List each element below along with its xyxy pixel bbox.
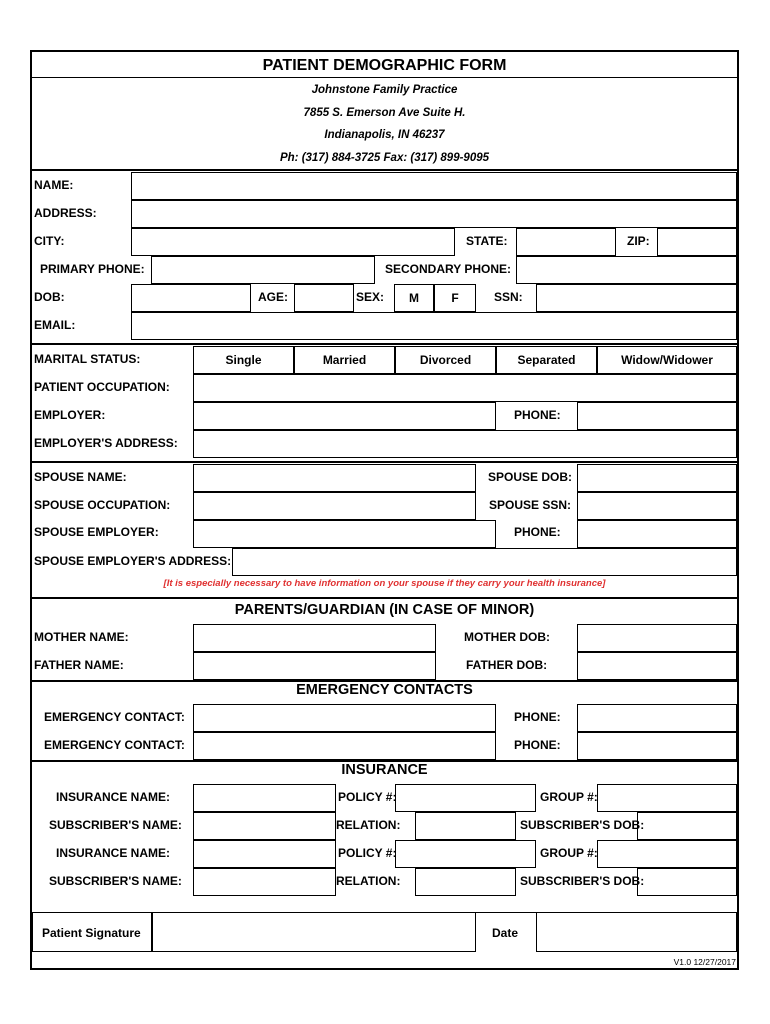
policy-1-input[interactable]	[395, 784, 536, 812]
spouse-ssn-input[interactable]	[577, 492, 737, 520]
divider	[32, 343, 737, 345]
spouse-name-label: SPOUSE NAME:	[34, 470, 127, 484]
spouse-dob-input[interactable]	[577, 464, 737, 492]
city-input[interactable]	[131, 228, 455, 256]
emergency-phone-2-label: PHONE:	[514, 738, 561, 752]
form-title: PATIENT DEMOGRAPHIC FORM	[262, 57, 507, 74]
marital-option-single[interactable]: Single	[193, 346, 294, 374]
group-1-input[interactable]	[597, 784, 737, 812]
city-label: CITY:	[34, 234, 65, 248]
secondary-phone-label: SECONDARY PHONE:	[385, 262, 512, 276]
divider	[32, 169, 737, 171]
divider	[32, 77, 737, 78]
policy-2-input[interactable]	[395, 840, 536, 868]
dob-label: DOB:	[34, 290, 65, 304]
subscriber-dob-1-label: SUBSCRIBER'S DOB:	[520, 818, 645, 832]
spouse-phone-input[interactable]	[577, 520, 737, 548]
address-input[interactable]	[131, 200, 737, 228]
date-input[interactable]	[536, 912, 737, 952]
insurance-name-2-label: INSURANCE NAME:	[56, 846, 170, 860]
group-2-label: GROUP #:	[540, 846, 598, 860]
father-dob-label: FATHER DOB:	[466, 658, 548, 672]
employer-input[interactable]	[193, 402, 496, 430]
sex-male-option[interactable]: M	[394, 284, 434, 312]
insurance-name-1-label: INSURANCE NAME:	[56, 790, 170, 804]
father-name-input[interactable]	[193, 652, 436, 680]
employer-label: EMPLOYER:	[34, 408, 106, 422]
policy-2-label: POLICY #:	[338, 846, 397, 860]
marital-status-label: MARITAL STATUS:	[34, 352, 141, 366]
subscriber-name-2-label: SUBSCRIBER'S NAME:	[49, 874, 182, 888]
marital-option-married[interactable]: Married	[294, 346, 395, 374]
emergency-section-title: EMERGENCY CONTACTS	[296, 682, 473, 698]
primary-phone-label: PRIMARY PHONE:	[40, 262, 145, 276]
marital-option-separated[interactable]: Separated	[496, 346, 597, 374]
marital-option-widow[interactable]: Widow/Widower	[597, 346, 737, 374]
practice-phone-fax: Ph: (317) 884-3725 Fax: (317) 899-9095	[279, 152, 490, 164]
spouse-employer-address-label: SPOUSE EMPLOYER'S ADDRESS:	[34, 554, 232, 568]
zip-label: ZIP:	[627, 234, 650, 248]
emergency-contact-2-input[interactable]	[193, 732, 496, 760]
name-input[interactable]	[131, 172, 737, 200]
subscriber-dob-1-input[interactable]	[637, 812, 737, 840]
subscriber-name-2-input[interactable]	[193, 868, 336, 896]
secondary-phone-input[interactable]	[516, 256, 737, 284]
email-label: EMAIL:	[34, 318, 76, 332]
father-name-label: FATHER NAME:	[34, 658, 124, 672]
practice-name: Johnstone Family Practice	[311, 84, 458, 96]
spouse-occupation-input[interactable]	[193, 492, 476, 520]
mother-dob-label: MOTHER DOB:	[464, 630, 550, 644]
emergency-phone-1-label: PHONE:	[514, 710, 561, 724]
relation-2-label: RELATION:	[336, 874, 401, 888]
date-label: Date	[492, 926, 519, 940]
insurance-name-2-input[interactable]	[193, 840, 336, 868]
spouse-employer-input[interactable]	[193, 520, 496, 548]
address-label: ADDRESS:	[34, 206, 97, 220]
group-2-input[interactable]	[597, 840, 737, 868]
mother-name-input[interactable]	[193, 624, 436, 652]
occupation-label: PATIENT OCCUPATION:	[34, 380, 170, 394]
subscriber-name-1-input[interactable]	[193, 812, 336, 840]
father-dob-input[interactable]	[577, 652, 737, 680]
subscriber-dob-2-input[interactable]	[637, 868, 737, 896]
subscriber-dob-2-label: SUBSCRIBER'S DOB:	[520, 874, 645, 888]
state-input[interactable]	[516, 228, 616, 256]
employer-address-label: EMPLOYER'S ADDRESS:	[34, 436, 178, 450]
ssn-input[interactable]	[536, 284, 737, 312]
parents-section-title: PARENTS/GUARDIAN (IN CASE OF MINOR)	[234, 602, 535, 618]
group-1-label: GROUP #:	[540, 790, 598, 804]
emergency-contact-1-input[interactable]	[193, 704, 496, 732]
employer-phone-label: PHONE:	[514, 408, 561, 422]
state-label: STATE:	[466, 234, 508, 248]
marital-option-divorced[interactable]: Divorced	[395, 346, 496, 374]
spouse-occupation-label: SPOUSE OCCUPATION:	[34, 498, 171, 512]
spouse-employer-address-input[interactable]	[232, 548, 737, 576]
dob-input[interactable]	[131, 284, 251, 312]
relation-1-input[interactable]	[415, 812, 516, 840]
practice-address-line2: Indianapolis, IN 46237	[324, 129, 445, 141]
form-version: V1.0 12/27/2017	[673, 957, 736, 967]
policy-1-label: POLICY #:	[338, 790, 397, 804]
spouse-name-input[interactable]	[193, 464, 476, 492]
primary-phone-input[interactable]	[151, 256, 375, 284]
spouse-phone-label: PHONE:	[514, 525, 561, 539]
divider	[32, 597, 737, 599]
emergency-contact-2-label: EMERGENCY CONTACT:	[44, 738, 185, 752]
emergency-phone-1-input[interactable]	[577, 704, 737, 732]
emergency-phone-2-input[interactable]	[577, 732, 737, 760]
practice-address-line1: 7855 S. Emerson Ave Suite H.	[303, 107, 466, 119]
name-label: NAME:	[34, 178, 74, 192]
divider	[32, 461, 737, 463]
occupation-input[interactable]	[193, 374, 737, 402]
spouse-dob-label: SPOUSE DOB:	[488, 470, 573, 484]
spouse-note: [It is especially necessary to have information on your spouse if they carry your health insurance]	[163, 578, 606, 589]
mother-dob-input[interactable]	[577, 624, 737, 652]
emergency-contact-1-label: EMERGENCY CONTACT:	[44, 710, 185, 724]
spouse-ssn-label: SPOUSE SSN:	[489, 498, 572, 512]
subscriber-name-1-label: SUBSCRIBER'S NAME:	[49, 818, 182, 832]
age-input[interactable]	[294, 284, 354, 312]
signature-label: Patient Signature	[42, 926, 141, 940]
employer-address-input[interactable]	[193, 430, 737, 458]
sex-female-option[interactable]: F	[434, 284, 476, 312]
mother-name-label: MOTHER NAME:	[34, 630, 129, 644]
insurance-section-title: INSURANCE	[341, 762, 428, 778]
employer-phone-input[interactable]	[577, 402, 737, 430]
sex-label: SEX:	[356, 290, 385, 304]
zip-input[interactable]	[657, 228, 737, 256]
insurance-name-1-input[interactable]	[193, 784, 336, 812]
spouse-employer-label: SPOUSE EMPLOYER:	[34, 525, 159, 539]
relation-2-input[interactable]	[415, 868, 516, 896]
signature-input[interactable]	[152, 912, 476, 952]
age-label: AGE:	[258, 290, 288, 304]
ssn-label: SSN:	[494, 290, 523, 304]
email-input[interactable]	[131, 312, 737, 340]
relation-1-label: RELATION:	[336, 818, 401, 832]
